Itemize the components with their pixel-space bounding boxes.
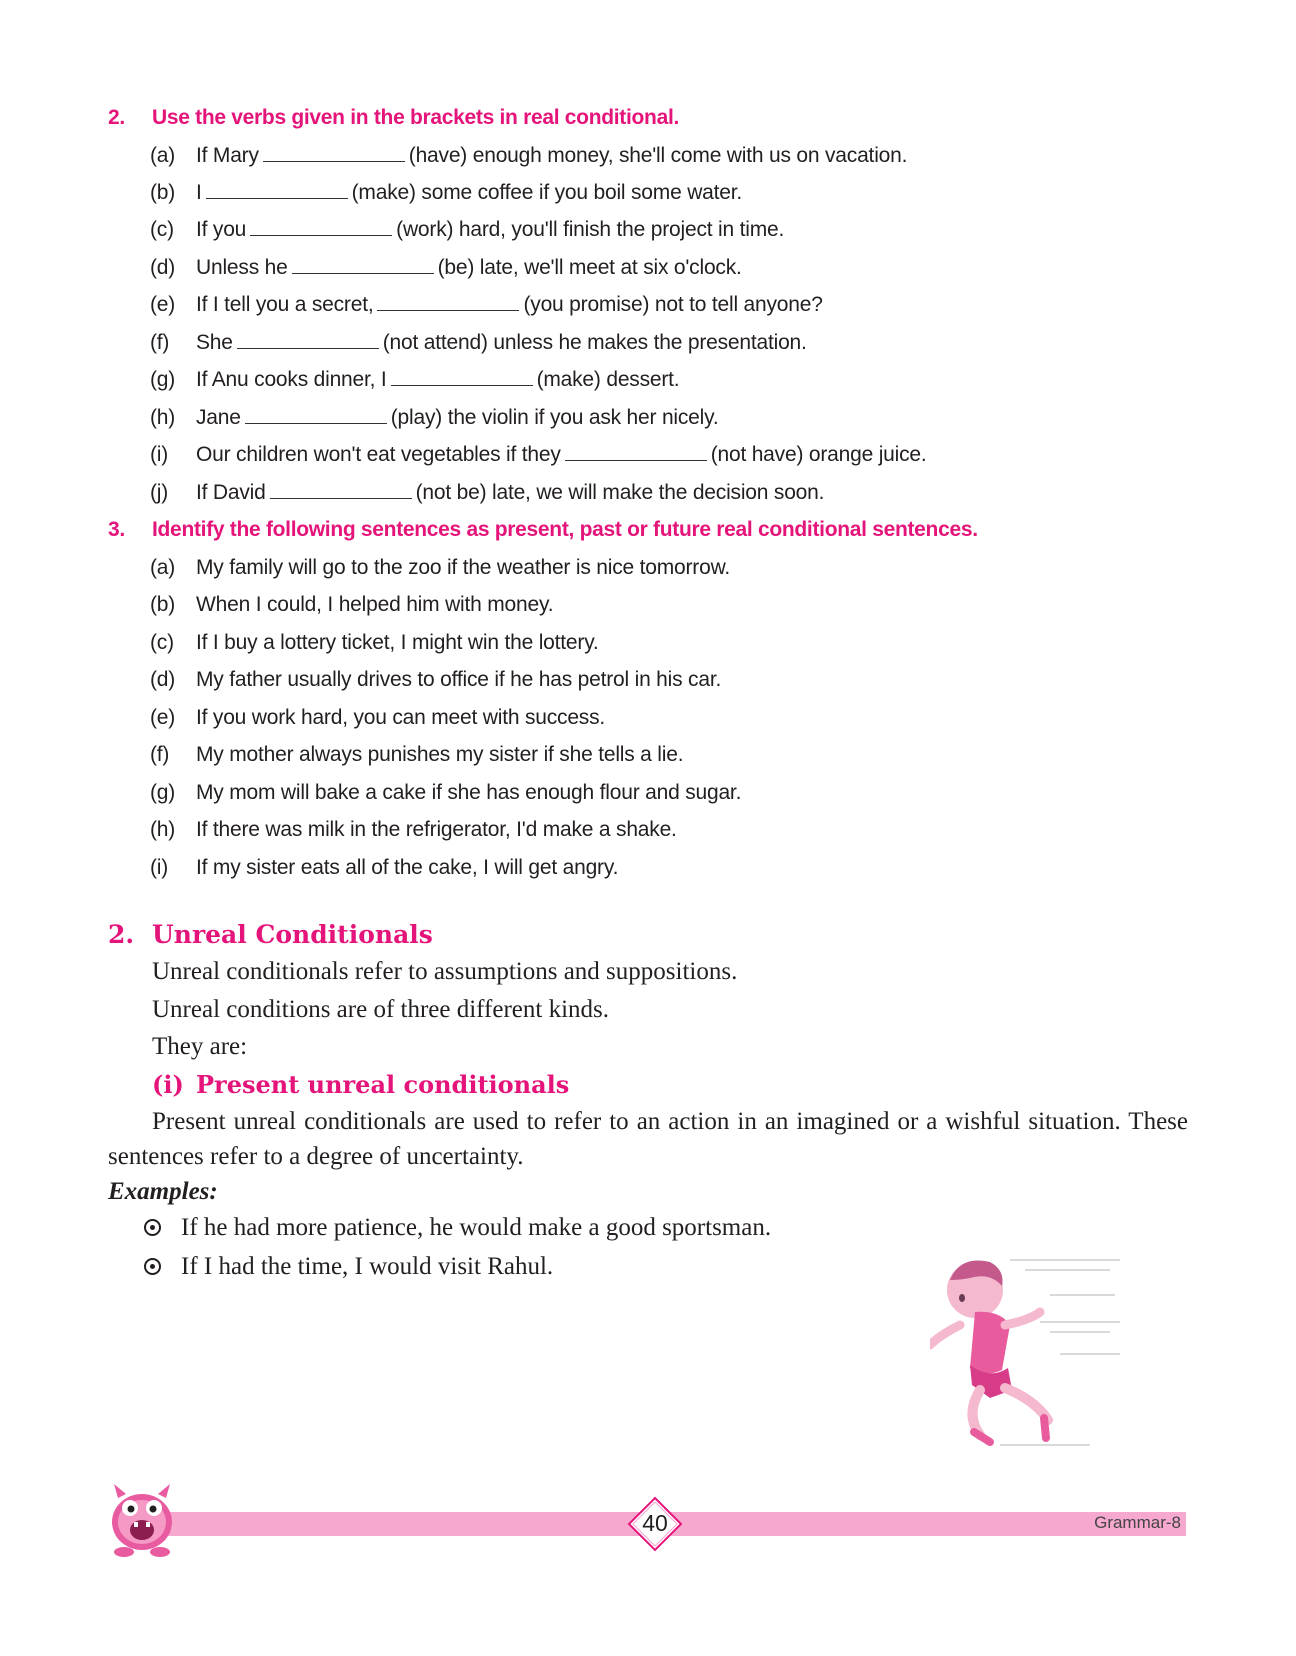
exercise-2-item-e: (e) If I tell you a secret, (you promise) not to tell anyone? [150,293,823,316]
circle-bullet-icon [144,1219,161,1236]
exercise-3-item-g: (g) My mom will bake a cake if she has enough flour and sugar. [150,781,742,804]
exercise-3-item-f: (f) My mother always punishes my sister if she tells a lie. [150,743,684,766]
answer-blank[interactable] [292,257,434,274]
exercise-3-title [108,518,978,542]
exercise-2-item-b: (b) I (make) some coffee if you boil some water. [150,181,743,204]
exercise-number: 3. [108,518,125,541]
section-line-1: Unreal conditionals refer to assumptions and suppositions. [152,958,738,985]
answer-blank[interactable] [391,369,533,386]
answer-blank[interactable] [270,482,412,499]
answer-blank[interactable] [237,332,379,349]
exercise-3-item-i: (i) If my sister eats all of the cake, I will get angry. [150,856,619,879]
running-boy-illustration [930,1250,1130,1450]
section-line-2: Unreal conditions are of three different kinds. [152,996,610,1023]
exercise-3-item-e: (e) If you work hard, you can meet with success. [150,706,606,729]
section-heading: 2. Unreal Conditionals [108,920,433,949]
exercise-number: 2. [108,106,125,129]
exercise-3-item-a: (a) My family will go to the zoo if the weather is nice tomorrow. [150,556,731,579]
section-line-3: They are: [152,1033,248,1060]
exercise-2-item-i: (i) Our children won't eat vegetables if they (not have) orange juice. [150,443,927,466]
examples-heading: Examples: [108,1178,218,1205]
answer-blank[interactable] [245,407,387,424]
exercise-2-item-f: (f) She (not attend) unless he makes the presentation. [150,331,807,354]
book-title-label: Grammar-8 [1094,1513,1181,1532]
answer-blank[interactable] [377,294,519,311]
subsection-paragraph: Present unreal conditionals are used to refer to an action in an imagined or a wishful situation. These sentences refer to a degree of uncertainty. [108,1108,1188,1170]
pink-monster-mascot-icon [104,1478,180,1558]
exercise-2-item-c: (c) If you (work) hard, you'll finish the project in time. [150,218,785,241]
circle-bullet-icon [144,1258,161,1275]
answer-blank[interactable] [263,145,405,162]
exercise-2-item-d: (d) Unless he (be) late, we'll meet at six o'clock. [150,256,742,279]
example-item: If I had the time, I would visit Rahul. [144,1253,553,1281]
exercise-instruction: Use the verbs given in the brackets in real conditional. [152,106,680,129]
exercise-2-item-h: (h) Jane (play) the violin if you ask her nicely. [150,406,719,429]
answer-blank[interactable] [206,182,348,199]
exercise-instruction: Identify the following sentences as present, past or future real conditional sentences. [152,518,978,541]
exercise-3-item-c: (c) If I buy a lottery ticket, I might win the lottery. [150,631,599,654]
exercise-3-item-d: (d) My father usually drives to office if he has petrol in his car. [150,668,722,691]
example-item: If he had more patience, he would make a good sportsman. [144,1214,771,1242]
answer-blank[interactable] [250,219,392,236]
exercise-3-item-b: (b) When I could, I helped him with money. [150,593,554,616]
exercise-2-item-g: (g) If Anu cooks dinner, I (make) dessert. [150,368,680,391]
exercise-2-item-a: (a) If Mary (have) enough money, she'll come with us on vacation. [150,144,908,167]
page-number: 40 [642,1510,668,1536]
answer-blank[interactable] [565,444,707,461]
exercise-3-item-h: (h) If there was milk in the refrigerator, I'd make a shake. [150,818,677,841]
exercise-2-title [108,106,679,130]
subsection-heading: (i) Present unreal conditionals [152,1070,570,1099]
exercise-2-item-j: (j) If David (not be) late, we will make the decision soon. [150,481,825,504]
